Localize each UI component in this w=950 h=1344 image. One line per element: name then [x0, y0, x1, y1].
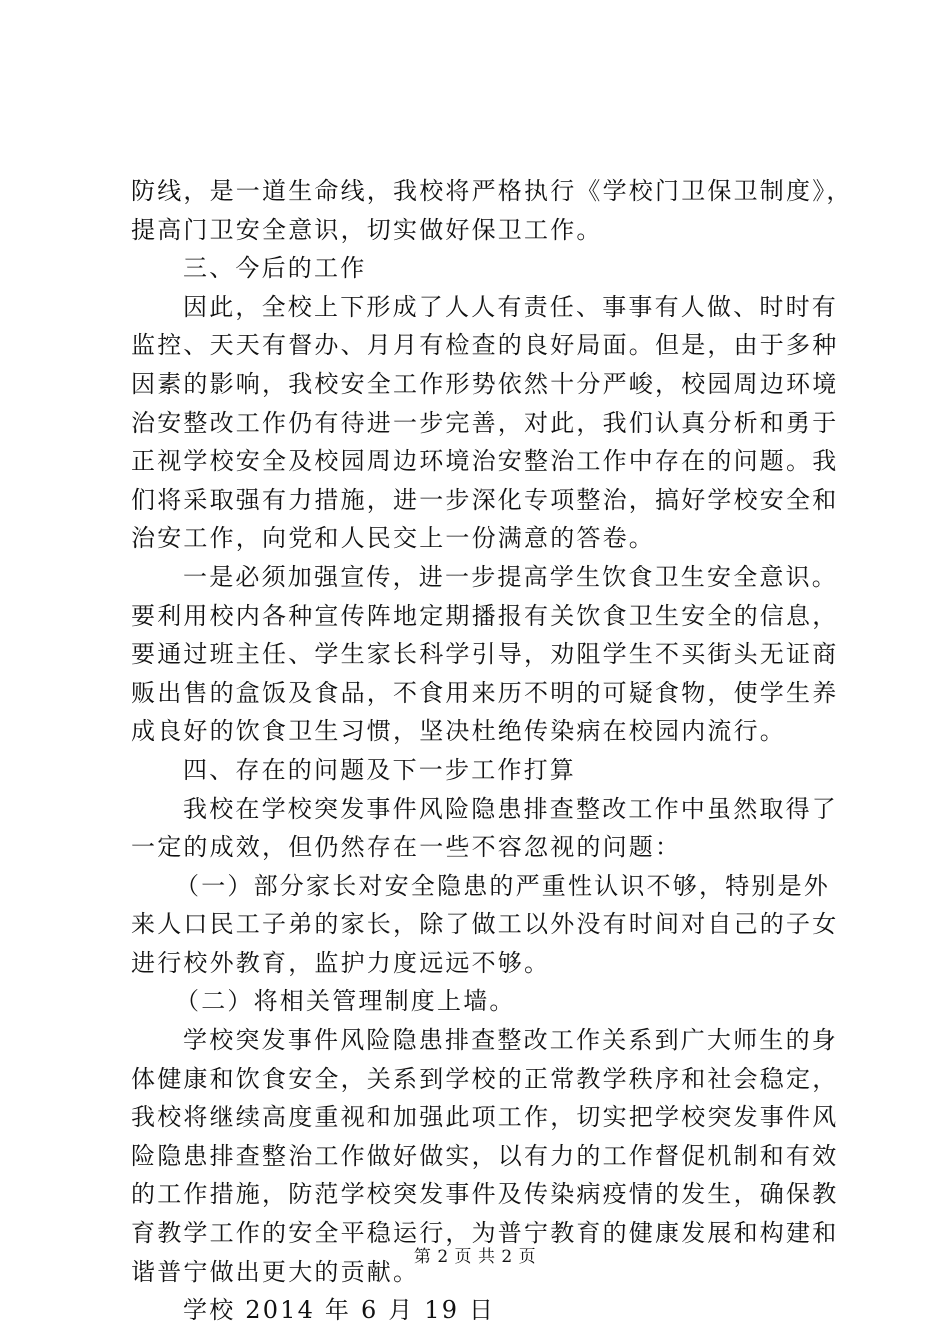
text-line: 我校在学校突发事件风险隐患排查整改工作中虽然取得了: [183, 794, 838, 823]
text-line: 进行校外教育，监护力度远远不够。: [131, 948, 551, 977]
text-line: （二）将相关管理制度上墙。: [175, 987, 516, 1016]
text-line: 治安工作，向党和人民交上一份满意的答卷。: [131, 524, 655, 553]
text-line: 体健康和饮食安全，关系到学校的正常教学秩序和社会稳定，: [131, 1064, 839, 1093]
page-number-footer: 第 2 页 共 2 页: [413, 1247, 537, 1267]
text-line: 险隐患排查整治工作做好做实，以有力的工作督促机制和有效: [131, 1141, 839, 1170]
text-line: 一定的成效，但仍然存在一些不容忽视的问题：: [131, 833, 682, 862]
text-line: 要通过班主任、学生家长科学引导，劝阻学生不买街头无证商: [131, 640, 839, 669]
text-line: 一是必须加强宣传，进一步提高学生饮食卫生安全意识。: [183, 562, 838, 591]
document-body: [131, 172, 853, 1330]
text-line: 学校突发事件风险隐患排查整改工作关系到广大师生的身: [183, 1026, 838, 1055]
section-heading: 三、今后的工作: [183, 254, 367, 283]
text-line: 贩出售的盒饭及食品，不食用来历不明的可疑食物，使学生养: [131, 678, 839, 707]
signature-date: 学校 2014 年 6 月 19 日: [183, 1296, 496, 1325]
section-heading: 四、存在的问题及下一步工作打算: [183, 755, 576, 784]
text-line: 来人口民工子弟的家长，除了做工以外没有时间对自己的子女: [131, 910, 839, 939]
text-line: 正视学校安全及校园周边环境治安整治工作中存在的问题。我: [131, 447, 839, 476]
text-line: 成良好的饮食卫生习惯，坚决杜绝传染病在校园内流行。: [131, 717, 786, 746]
text-line: 我校将继续高度重视和加强此项工作，切实把学校突发事件风: [131, 1103, 839, 1132]
text-line: 谐普宁做出更大的贡献。: [131, 1257, 420, 1286]
text-line: 因素的影响，我校安全工作形势依然十分严峻，校园周边环境: [131, 369, 839, 398]
text-line: 因此，全校上下形成了人人有责任、事事有人做、时时有: [183, 292, 838, 321]
text-line: 提高门卫安全意识，切实做好保卫工作。: [131, 215, 603, 244]
text-line: 们将采取强有力措施，进一步深化专项整治，搞好学校安全和: [131, 485, 839, 514]
text-line: 要利用校内各种宣传阵地定期播报有关饮食卫生安全的信息，: [131, 601, 839, 630]
text-line: 防线，是一道生命线，我校将严格执行《学校门卫保卫制度》，: [131, 177, 853, 205]
text-line: 育教学工作的安全平稳运行，为普宁教育的健康发展和构建和: [131, 1219, 839, 1248]
text-line: 治安整改工作仍有待进一步完善，对此，我们认真分析和勇于: [131, 408, 839, 437]
text-line: 监控、天天有督办、月月有检查的良好局面。但是，由于多种: [131, 331, 839, 360]
text-line: （一）部分家长对安全隐患的严重性认识不够，特别是外: [175, 871, 830, 900]
text-line: 的工作措施，防范学校突发事件及传染病疫情的发生，确保教: [131, 1180, 839, 1209]
